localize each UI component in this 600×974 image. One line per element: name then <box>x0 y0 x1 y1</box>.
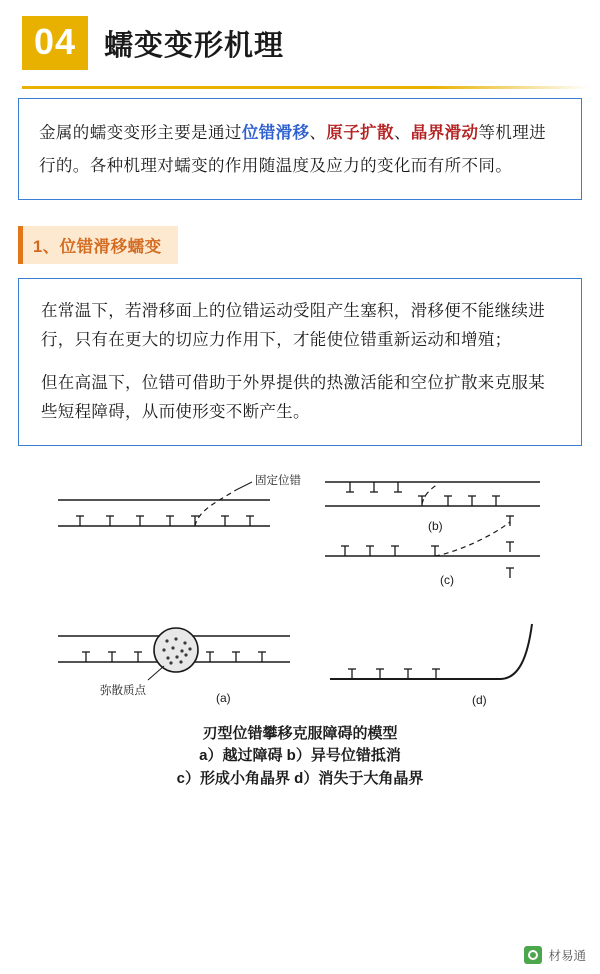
header-divider <box>22 86 590 89</box>
content-box <box>18 278 582 446</box>
brand-logo-icon <box>524 946 542 964</box>
slide-page <box>0 14 600 974</box>
figure-label-dispersed-particle: 弥散质点 <box>100 684 146 697</box>
intro-segment-5: 晶界滑动 <box>410 124 479 142</box>
figure-label-panel-d: (d) <box>472 692 487 707</box>
section-tag: 1、位错滑移蠕变 <box>18 226 178 264</box>
figure-caption-line-3: c）形成小角晶界 d）消失于大角晶界 <box>176 769 424 787</box>
intro-segment-4: 、 <box>393 124 411 142</box>
figure-caption-line-2: a）越过障碍 b）异号位错抵消 <box>199 747 401 764</box>
figure-label-panel-c: (c) <box>440 572 454 587</box>
page-header <box>22 14 578 72</box>
page-title: 蠕变变形机理 <box>104 29 285 62</box>
dislocation-climb-diagram <box>40 464 560 719</box>
content-paragraph-2: 但在高温下，位错可借助于外界提供的热激活能和空位扩散来克服某些短程障碍，从而使形变不断产生。 <box>41 373 545 421</box>
figure-label-fixed-dislocation: 固定位错 <box>255 474 301 487</box>
brand-name: 材易通 <box>548 949 586 963</box>
content-paragraph-1: 在常温下，若滑移面上的位错运动受阻产生塞积，滑移便不能继续进行，只有在更大的切应力作用下，才能使位错重新运动和增殖； <box>41 302 545 349</box>
figure-block <box>0 464 600 791</box>
figure-label-panel-a: (a) <box>216 690 231 705</box>
intro-box <box>18 98 582 200</box>
section-number-badge: 04 <box>22 16 88 70</box>
intro-segment-1: 位错滑移 <box>241 124 310 142</box>
figure-caption-line-1: 刃型位错攀移克服障碍的模型 <box>202 724 398 742</box>
intro-segment-6: 等机理进行的。各种机理对蠕变的作用随温度及应力的变化而有所不同。 <box>39 124 547 175</box>
intro-segment-0: 金属的蠕变变形主要是通过 <box>39 124 242 142</box>
figure-label-panel-b: (b) <box>428 518 443 533</box>
intro-segment-2: 、 <box>309 124 327 142</box>
footer-brand <box>524 946 586 964</box>
intro-segment-3: 原子扩散 <box>326 124 394 142</box>
intro-text <box>39 117 561 183</box>
figure-caption <box>0 723 600 791</box>
